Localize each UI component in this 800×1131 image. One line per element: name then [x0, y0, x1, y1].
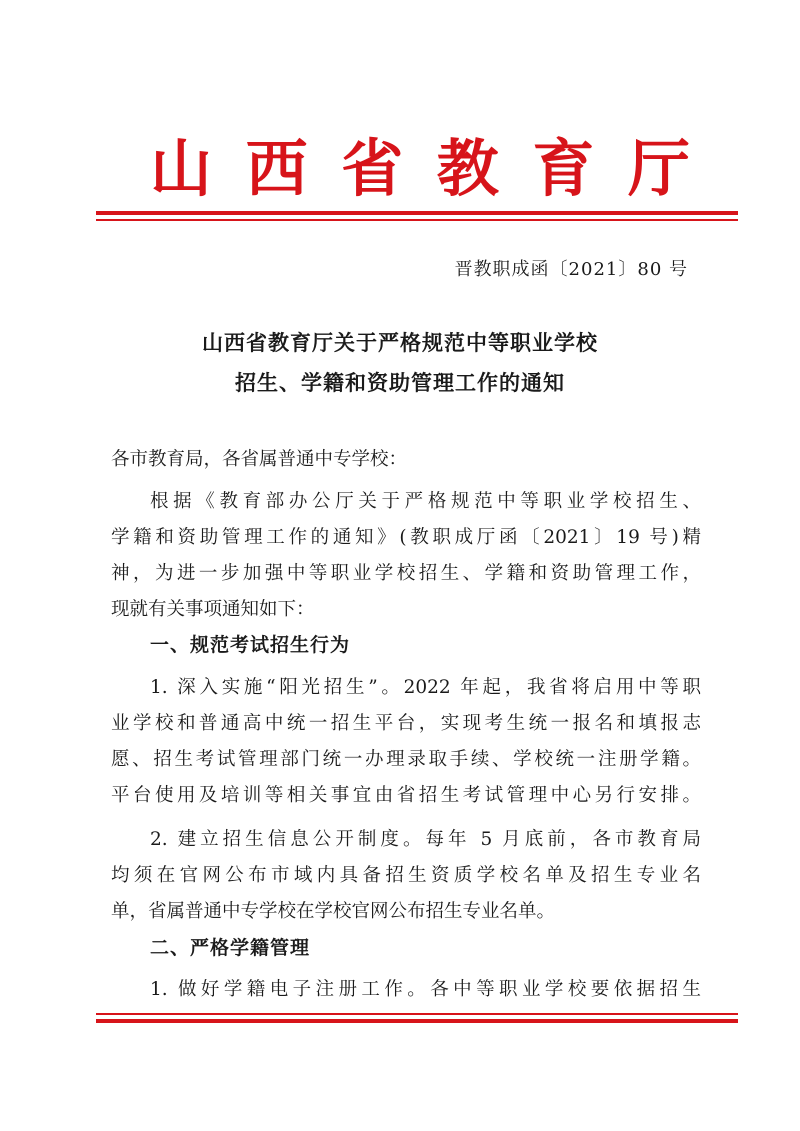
paragraph-line: 均须在官网公布市域内具备招生资质学校名单及招生专业名 [111, 865, 701, 886]
paragraph-line: 神，为进一步加强中等职业学校招生、学籍和资助管理工作， [111, 563, 701, 584]
paragraph-line: 平台使用及培训等相关事宜由省招生考试管理中心另行安排。 [111, 785, 701, 806]
paragraph-line: 2. 建立招生信息公开制度。每年 5 月底前，各市教育局 [150, 829, 701, 850]
salutation: 各市教育局，各省属普通中专学校： [111, 449, 408, 470]
header-char: 山 [150, 131, 213, 205]
paragraph-line: 愿、招生考试管理部门统一办理录取手续、学校统一注册学籍。 [111, 749, 701, 770]
footer-rule-thick [96, 1019, 738, 1023]
header-char: 省 [341, 131, 404, 205]
section-heading-1: 一、规范考试招生行为 [150, 634, 351, 656]
document-number: 晋教职成函〔2021〕80 号 [454, 259, 688, 280]
paragraph-line: 现就有关事项通知如下： [111, 599, 315, 620]
header-char: 厅 [627, 131, 690, 205]
header-char: 西 [245, 131, 308, 205]
footer-rule-thin [96, 1013, 738, 1015]
header-char: 教 [436, 131, 499, 205]
issuing-authority-header [150, 128, 690, 205]
paragraph-line: 根据《教育部办公厅关于严格规范中等职业学校招生、 [150, 491, 701, 512]
header-rule-thin [96, 219, 738, 221]
section-heading-2: 二、严格学籍管理 [150, 937, 311, 959]
document-title-line-2: 招生、学籍和资助管理工作的通知 [235, 371, 565, 395]
paragraph-line: 业学校和普通高中统一招生平台，实现考生统一报名和填报志 [111, 713, 701, 734]
paragraph-line: 1. 做好学籍电子注册工作。各中等职业学校要依据招生 [150, 979, 701, 1000]
header-char: 育 [532, 131, 595, 205]
paragraph-line: 单，省属普通中专学校在学校官网公布招生专业名单。 [111, 901, 556, 922]
paragraph-line: 学籍和资助管理工作的通知》(教职成厅函〔2021〕19 号)精 [111, 527, 701, 548]
document-title-line-1: 山西省教育厅关于严格规范中等职业学校 [202, 331, 598, 355]
header-rule-thick [96, 211, 738, 215]
paragraph-line: 1. 深入实施“阳光招生”。2022 年起，我省将启用中等职 [150, 677, 701, 698]
